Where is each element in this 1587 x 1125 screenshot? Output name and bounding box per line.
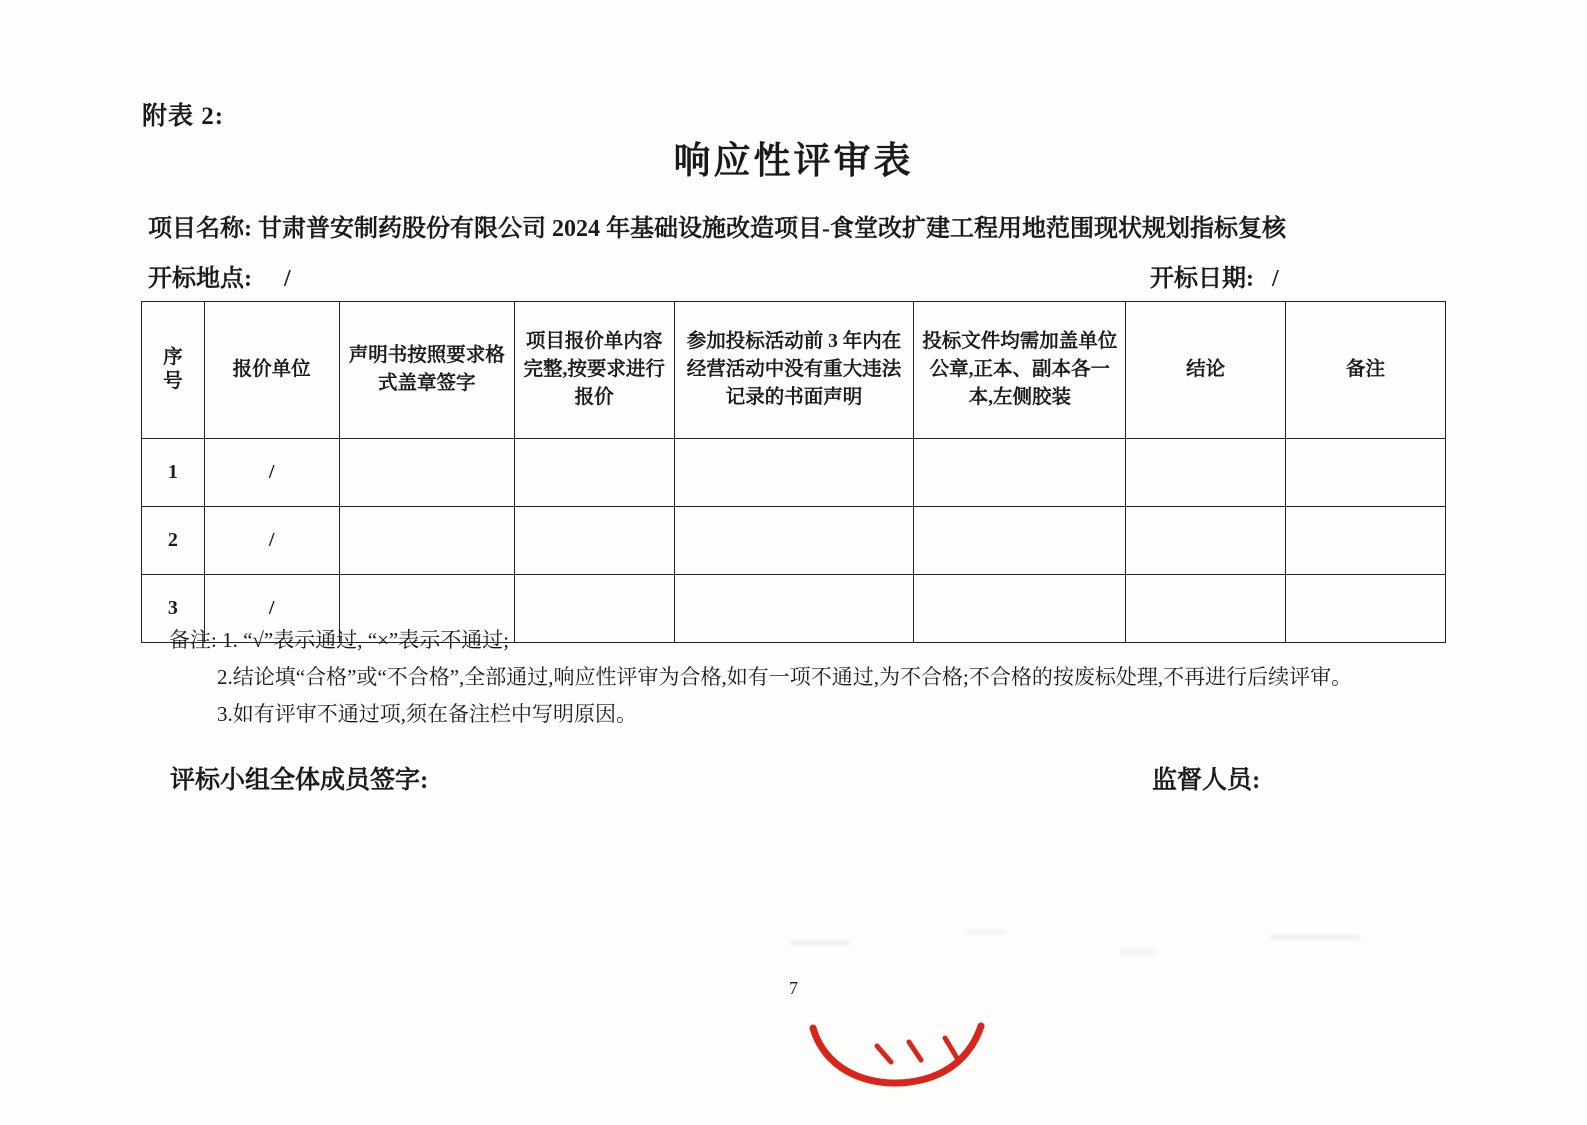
cell-conclusion	[1126, 507, 1286, 575]
panel-signature-label: 评标小组全体成员签字:	[170, 767, 429, 794]
note-line-3: 3.如有评审不通过项,须在备注栏中写明原因。	[217, 701, 637, 726]
cell-criterion-4	[914, 439, 1126, 507]
column-header-index-line1: 序	[163, 346, 183, 368]
cell-remark	[1286, 439, 1446, 507]
red-signature-mark	[805, 1020, 995, 1090]
cell-criterion-1	[339, 439, 514, 507]
cell-criterion-2	[514, 439, 674, 507]
scan-artifact	[965, 930, 1005, 934]
bid-place-value: /	[284, 266, 291, 292]
column-header-index-line2: 号	[163, 371, 183, 392]
table-row	[142, 439, 1446, 507]
bid-date-label: 开标日期:	[1150, 266, 1254, 292]
project-name-label: 项目名称:	[148, 216, 252, 242]
notes-section	[141, 622, 1461, 732]
column-header-criterion-3: 参加投标活动前 3 年内在经营活动中没有重大违法记录的书面声明	[674, 302, 914, 439]
cell-remark	[1286, 507, 1446, 575]
table-header-row	[142, 302, 1446, 439]
cell-criterion-2	[514, 507, 674, 575]
cell-criterion-4	[914, 507, 1126, 575]
responsiveness-review-table	[141, 301, 1446, 643]
column-header-criterion-4: 投标文件均需加盖单位公章,正本、副本各一本,左侧胶装	[914, 302, 1126, 439]
cell-index: 3	[142, 575, 205, 643]
note-line-1: 备注: 1. “√”表示通过, “×”表示不通过;	[169, 628, 510, 652]
cell-unit: /	[204, 439, 339, 507]
cell-unit: /	[204, 575, 339, 643]
cell-index: 1	[142, 439, 205, 507]
scan-artifact	[1270, 935, 1360, 940]
page-title: 响应性评审表	[673, 141, 914, 182]
column-header-unit: 报价单位	[204, 302, 339, 439]
column-header-remark: 备注	[1286, 302, 1446, 439]
attachment-label: 附表 2:	[142, 103, 225, 130]
scan-artifact	[1120, 950, 1155, 954]
cell-criterion-3	[674, 507, 914, 575]
page-number: 7	[789, 978, 798, 998]
cell-criterion-3	[674, 439, 914, 507]
column-header-criterion-2: 项目报价单内容完整,按要求进行报价	[514, 302, 674, 439]
bid-place-field	[148, 258, 291, 293]
column-header-index	[142, 302, 205, 439]
column-header-criterion-1: 声明书按照要求格式盖章签字	[339, 302, 514, 439]
bid-date-field	[1150, 258, 1279, 293]
table-row	[142, 507, 1446, 575]
project-name-field	[148, 208, 1286, 243]
note-line-2: 2.结论填“合格”或“不合格”,全部通过,响应性评审为合格,如有一项不通过,为不合格;不合格的按废标处理,不再进行后续评审。	[217, 664, 1353, 689]
cell-conclusion	[1126, 439, 1286, 507]
scan-artifact	[790, 940, 850, 945]
supervisor-label: 监督人员:	[1152, 767, 1261, 794]
column-header-conclusion: 结论	[1126, 302, 1286, 439]
bid-place-label: 开标地点:	[148, 266, 252, 292]
cell-index: 2	[142, 507, 205, 575]
cell-criterion-1	[339, 507, 514, 575]
cell-unit: /	[204, 507, 339, 575]
bid-date-value: /	[1272, 266, 1279, 292]
project-name-value: 甘肃普安制药股份有限公司 2024 年基础设施改造项目-食堂改扩建工程用地范围现状规划指标复核	[258, 216, 1286, 242]
